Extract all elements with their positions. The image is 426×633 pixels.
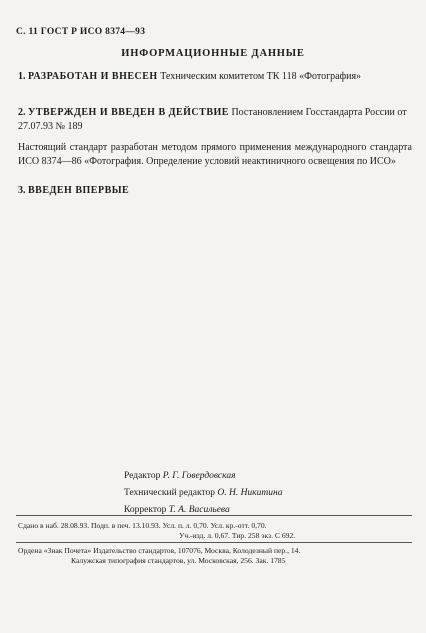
- printer-line: Калужская типография стандартов, ул. Московская, 256. Зак. 1785: [71, 556, 286, 565]
- section-title: ИНФОРМАЦИОННЫЕ ДАННЫЕ: [121, 48, 305, 59]
- info-item-2: [18, 106, 410, 134]
- item-lead: УТВЕРЖДЕН И ВВЕДЕН В ДЕЙСТВИЕ: [28, 107, 229, 118]
- editor-name: Р. Г. Говердовская: [162, 471, 236, 481]
- divider-top: [16, 515, 412, 516]
- item-text: Техническим комитетом ТК 118 «Фотография»: [157, 71, 362, 82]
- standard-note-paragraph: Настоящий стандарт разработан методом прямого применения международного стандарта ИСО 8374—86 «Фотография. Определение условий неактиничного освещения по ИСО»: [18, 142, 412, 167]
- editor-line: [124, 502, 282, 519]
- publication-info: [18, 521, 410, 541]
- item-text: Постановлением Госстандарта России от 27.07.93 № 189: [18, 107, 407, 132]
- editor-role: Редактор: [124, 471, 161, 481]
- editor-role: Корректор: [124, 505, 167, 515]
- publisher-line: Ордена «Знак Почета» Издательство стандартов, 107076, Москва, Колодезный пер., 14.: [18, 546, 301, 555]
- editor-line: [124, 468, 282, 485]
- page-header: С. 11 ГОСТ Р ИСО 8374—93: [16, 27, 146, 37]
- info-item-1: [18, 70, 410, 84]
- publication-info-line: Уч.-изд. л. 0,67. Тир. 258 экз. С 692.: [179, 531, 296, 540]
- item-number: 1.: [18, 71, 26, 82]
- divider-bottom: [16, 542, 412, 543]
- editor-line: [124, 485, 282, 502]
- info-item-3: [18, 184, 410, 198]
- item-number: 3.: [18, 185, 26, 196]
- editor-name: Т. А. Васильева: [168, 505, 230, 515]
- item-lead: РАЗРАБОТАН И ВНЕСЕН: [28, 71, 158, 82]
- publisher-footer: [18, 546, 410, 566]
- editor-name: О. Н. Никитина: [217, 488, 283, 498]
- item-lead: ВВЕДЕН ВПЕРВЫЕ: [28, 185, 130, 196]
- item-number: 2.: [18, 107, 26, 118]
- publication-info-line: Сдано в наб. 28.08.93. Подп. в печ. 13.10.93. Усл. п. л. 0,70. Усл. кр.-отт. 0,70.: [18, 521, 267, 530]
- editor-role: Технический редактор: [124, 488, 215, 498]
- editors-block: [124, 468, 282, 519]
